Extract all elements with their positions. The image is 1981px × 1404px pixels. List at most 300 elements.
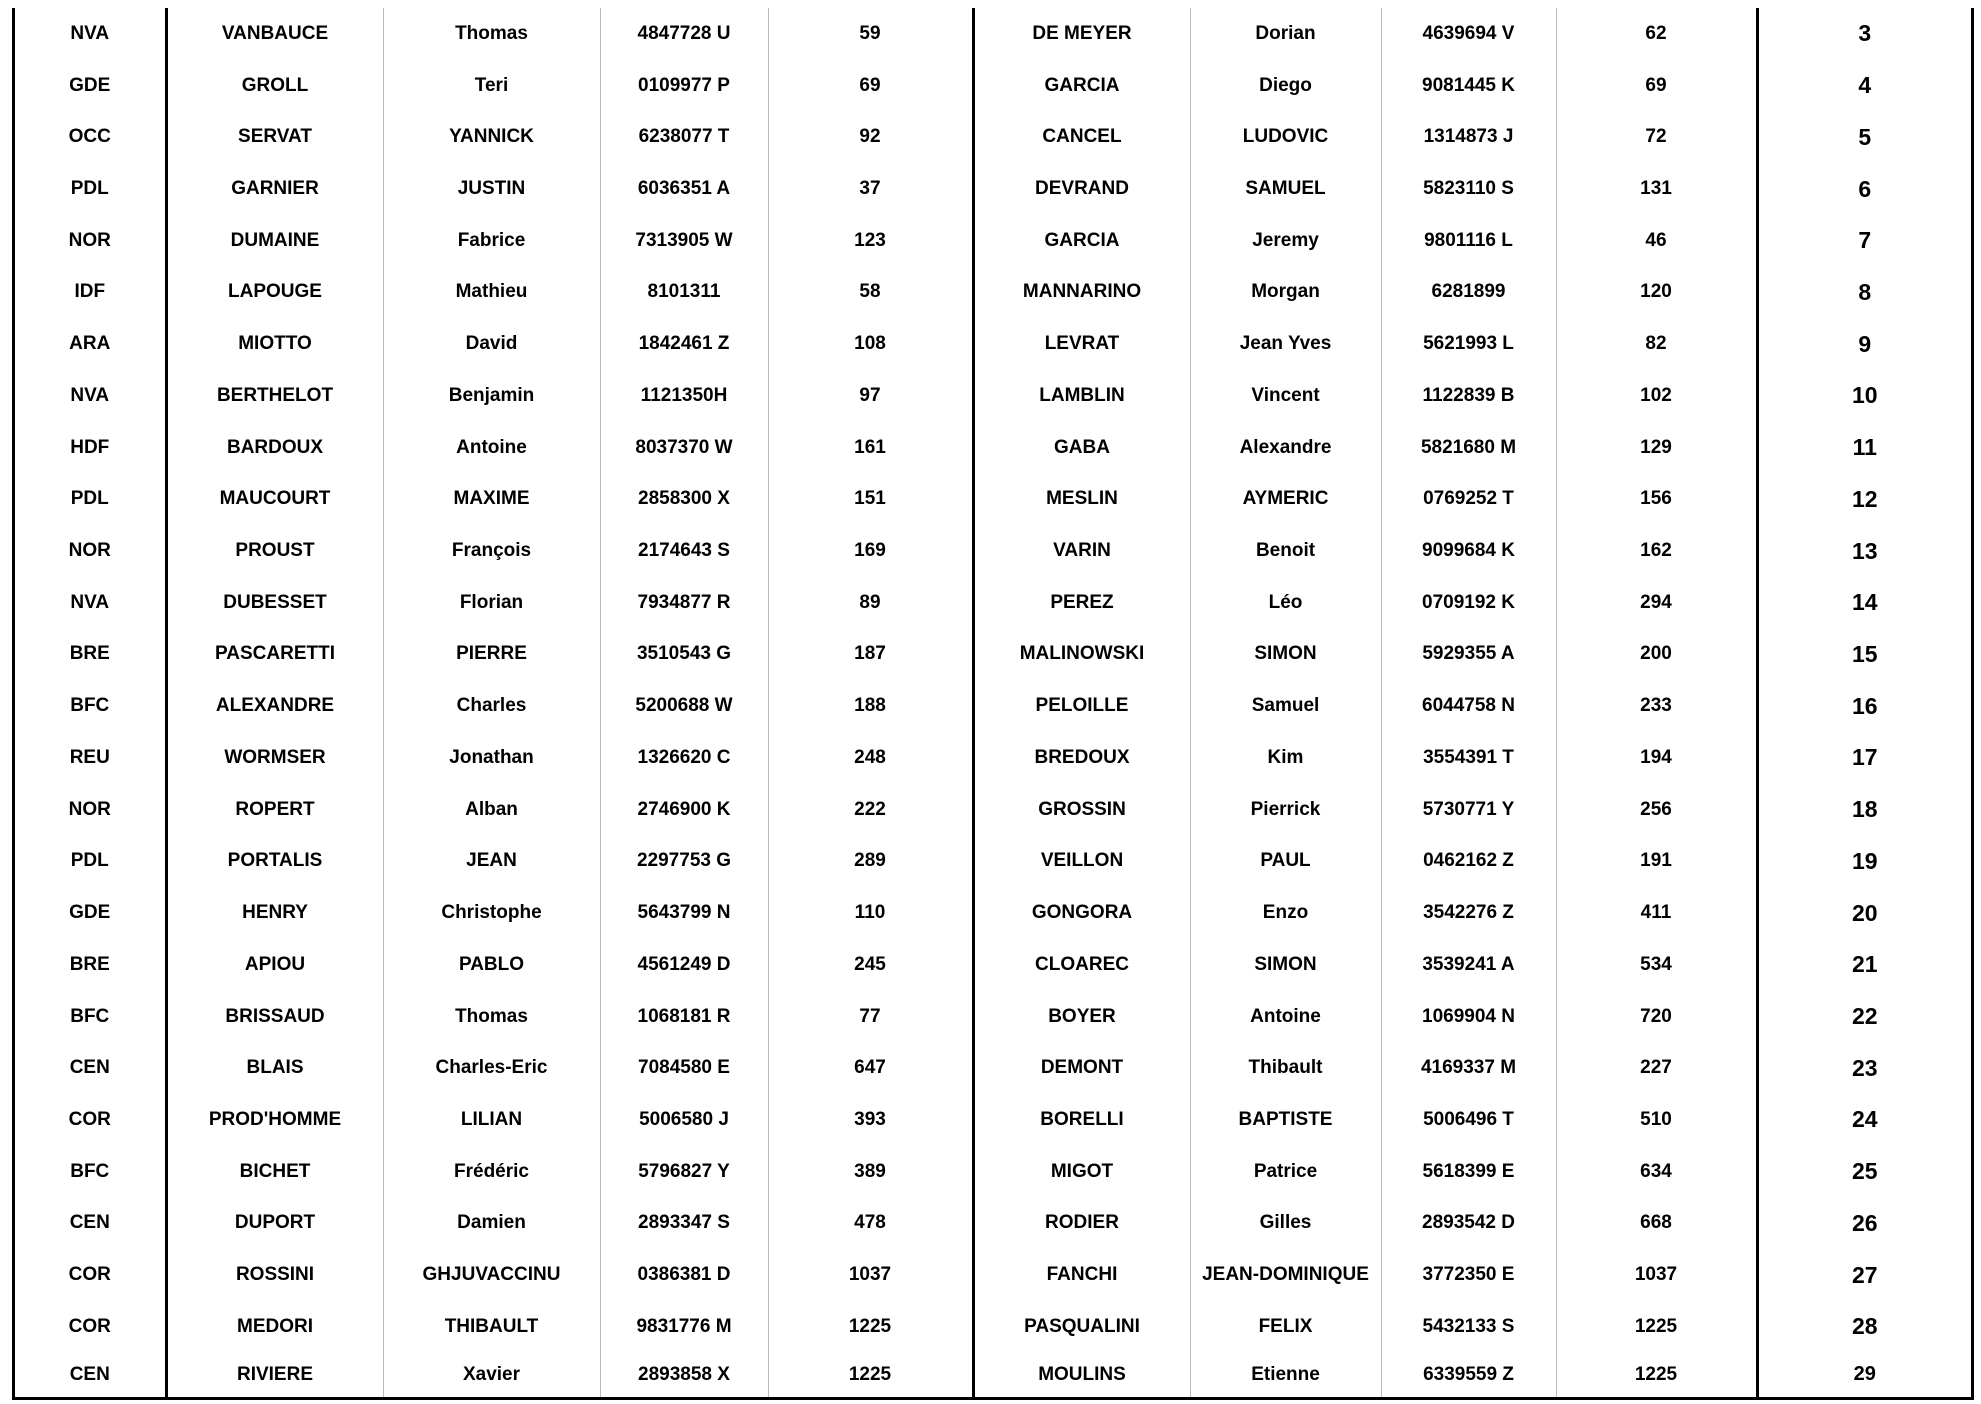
- license-a-cell: 8037370 W: [600, 422, 768, 474]
- rank-b-cell: 102: [1556, 370, 1757, 422]
- region-a-cell: NVA: [70, 22, 110, 44]
- firstname-b-cell: Morgan: [1190, 267, 1381, 319]
- match-number-cell: 23: [1757, 1042, 1971, 1094]
- match-number-cell: 20: [1757, 887, 1971, 939]
- license-b-cell: 5618399 E: [1381, 1146, 1556, 1198]
- license-b-cell: 6339559 Z: [1381, 1353, 1556, 1397]
- license-a-cell: 7934877 R: [600, 577, 768, 629]
- table-row: [15, 422, 1971, 474]
- match-number-cell: 12: [1757, 473, 1971, 525]
- lastname-a-cell: BERTHELOT: [166, 370, 383, 422]
- lastname-a-cell: ROPERT: [166, 784, 383, 836]
- region-a-cell: COR: [68, 1315, 111, 1337]
- lastname-b-cell: MIGOT: [973, 1146, 1190, 1198]
- lastname-b-cell: PASQUALINI: [973, 1301, 1190, 1353]
- rank-b-cell: 1037: [1556, 1249, 1757, 1301]
- lastname-a-cell: SERVAT: [166, 111, 383, 163]
- lastname-a-cell: PROD'HOMME: [166, 1094, 383, 1146]
- rank-b-cell: 129: [1556, 422, 1757, 474]
- match-number-cell: 11: [1757, 422, 1971, 474]
- lastname-a-cell: VANBAUCE: [166, 8, 383, 60]
- rank-b-cell: 46: [1556, 215, 1757, 267]
- license-b-cell: 0462162 Z: [1381, 836, 1556, 888]
- rank-a-cell: 222: [768, 784, 973, 836]
- match-number-cell: 3: [1757, 8, 1971, 60]
- rank-a-cell: 188: [768, 680, 973, 732]
- rank-b-cell: 162: [1556, 525, 1757, 577]
- firstname-a-cell: Alban: [383, 784, 600, 836]
- firstname-a-cell: GHJUVACCINU: [383, 1249, 600, 1301]
- lastname-a-cell: MIOTTO: [166, 318, 383, 370]
- license-b-cell: 3554391 T: [1381, 732, 1556, 784]
- rank-a-cell: 248: [768, 732, 973, 784]
- firstname-b-cell: Antoine: [1190, 991, 1381, 1043]
- region-a-cell: CEN: [69, 1212, 110, 1234]
- lastname-a-cell: BRISSAUD: [166, 991, 383, 1043]
- match-number-cell: 5: [1757, 111, 1971, 163]
- lastname-b-cell: GROSSIN: [973, 784, 1190, 836]
- region-a-cell: BFC: [70, 695, 110, 717]
- rank-b-cell: 227: [1556, 1042, 1757, 1094]
- firstname-b-cell: Kim: [1190, 732, 1381, 784]
- match-number-cell: 10: [1757, 370, 1971, 422]
- rank-a-cell: 169: [768, 525, 973, 577]
- region-a-cell: PDL: [70, 850, 109, 872]
- table-row: [15, 991, 1971, 1043]
- firstname-a-cell: PABLO: [383, 939, 600, 991]
- region-a-cell: PDL: [70, 178, 109, 200]
- license-b-cell: 6044758 N: [1381, 680, 1556, 732]
- lastname-b-cell: PEREZ: [973, 577, 1190, 629]
- table-body: [15, 8, 1971, 1397]
- match-number-cell: 27: [1757, 1249, 1971, 1301]
- rank-b-cell: 131: [1556, 163, 1757, 215]
- table-row: [15, 111, 1971, 163]
- firstname-b-cell: PAUL: [1190, 836, 1381, 888]
- rank-b-cell: 194: [1556, 732, 1757, 784]
- firstname-b-cell: Enzo: [1190, 887, 1381, 939]
- license-b-cell: 6281899: [1381, 267, 1556, 319]
- lastname-a-cell: ROSSINI: [166, 1249, 383, 1301]
- license-b-cell: 1069904 N: [1381, 991, 1556, 1043]
- license-a-cell: 2297753 G: [600, 836, 768, 888]
- rank-a-cell: 69: [768, 60, 973, 112]
- region-a-cell: CEN: [69, 1363, 110, 1385]
- firstname-b-cell: Jean Yves: [1190, 318, 1381, 370]
- license-a-cell: 5643799 N: [600, 887, 768, 939]
- match-number-cell: 4: [1757, 60, 1971, 112]
- license-b-cell: 3542276 Z: [1381, 887, 1556, 939]
- firstname-a-cell: Christophe: [383, 887, 600, 939]
- rank-a-cell: 187: [768, 629, 973, 681]
- table-row: [15, 267, 1971, 319]
- lastname-b-cell: GONGORA: [973, 887, 1190, 939]
- firstname-a-cell: PIERRE: [383, 629, 600, 681]
- table-row: [15, 887, 1971, 939]
- firstname-a-cell: François: [383, 525, 600, 577]
- firstname-b-cell: Benoit: [1190, 525, 1381, 577]
- lastname-b-cell: MANNARINO: [973, 267, 1190, 319]
- rank-a-cell: 110: [768, 887, 973, 939]
- firstname-a-cell: Jonathan: [383, 732, 600, 784]
- license-a-cell: 0109977 P: [600, 60, 768, 112]
- region-a-cell: NOR: [68, 798, 111, 820]
- firstname-b-cell: FELIX: [1190, 1301, 1381, 1353]
- region-a-cell: BRE: [69, 643, 110, 665]
- rank-a-cell: 97: [768, 370, 973, 422]
- lastname-a-cell: APIOU: [166, 939, 383, 991]
- license-b-cell: 9081445 K: [1381, 60, 1556, 112]
- table-row: [15, 525, 1971, 577]
- firstname-a-cell: Thomas: [383, 991, 600, 1043]
- license-a-cell: 2746900 K: [600, 784, 768, 836]
- lastname-b-cell: GABA: [973, 422, 1190, 474]
- license-b-cell: 0709192 K: [1381, 577, 1556, 629]
- firstname-b-cell: SIMON: [1190, 629, 1381, 681]
- table-row: [15, 1301, 1971, 1353]
- firstname-a-cell: Teri: [383, 60, 600, 112]
- rank-b-cell: 634: [1556, 1146, 1757, 1198]
- lastname-b-cell: MALINOWSKI: [973, 629, 1190, 681]
- license-b-cell: 0769252 T: [1381, 473, 1556, 525]
- lastname-b-cell: GARCIA: [973, 215, 1190, 267]
- match-number-cell: 16: [1757, 680, 1971, 732]
- firstname-b-cell: Diego: [1190, 60, 1381, 112]
- license-a-cell: 2174643 S: [600, 525, 768, 577]
- rank-a-cell: 389: [768, 1146, 973, 1198]
- rank-b-cell: 233: [1556, 680, 1757, 732]
- lastname-b-cell: PELOILLE: [973, 680, 1190, 732]
- firstname-a-cell: Florian: [383, 577, 600, 629]
- firstname-a-cell: Xavier: [383, 1353, 600, 1397]
- region-a-cell: BRE: [69, 953, 110, 975]
- rank-a-cell: 161: [768, 422, 973, 474]
- license-b-cell: 5929355 A: [1381, 629, 1556, 681]
- license-b-cell: 5432133 S: [1381, 1301, 1556, 1353]
- license-a-cell: 4847728 U: [600, 8, 768, 60]
- rank-a-cell: 89: [768, 577, 973, 629]
- table-row: [15, 215, 1971, 267]
- region-a-cell: PDL: [70, 488, 109, 510]
- lastname-b-cell: FANCHI: [973, 1249, 1190, 1301]
- match-number-cell: 8: [1757, 267, 1971, 319]
- match-number-cell: 17: [1757, 732, 1971, 784]
- license-a-cell: 3510543 G: [600, 629, 768, 681]
- license-a-cell: 7084580 E: [600, 1042, 768, 1094]
- license-b-cell: 9801116 L: [1381, 215, 1556, 267]
- license-a-cell: 0386381 D: [600, 1249, 768, 1301]
- firstname-a-cell: Charles: [383, 680, 600, 732]
- lastname-b-cell: BREDOUX: [973, 732, 1190, 784]
- firstname-b-cell: Etienne: [1190, 1353, 1381, 1397]
- license-b-cell: 5821680 M: [1381, 422, 1556, 474]
- lastname-b-cell: VEILLON: [973, 836, 1190, 888]
- lastname-a-cell: PROUST: [166, 525, 383, 577]
- firstname-a-cell: MAXIME: [383, 473, 600, 525]
- results-sheet: [12, 8, 1974, 1400]
- license-a-cell: 5796827 Y: [600, 1146, 768, 1198]
- rank-a-cell: 123: [768, 215, 973, 267]
- firstname-a-cell: Mathieu: [383, 267, 600, 319]
- license-a-cell: 1068181 R: [600, 991, 768, 1043]
- region-a-cell: NOR: [68, 229, 111, 251]
- license-a-cell: 8101311: [600, 267, 768, 319]
- license-b-cell: 9099684 K: [1381, 525, 1556, 577]
- firstname-a-cell: Charles-Eric: [383, 1042, 600, 1094]
- license-a-cell: 1121350H: [600, 370, 768, 422]
- firstname-a-cell: JUSTIN: [383, 163, 600, 215]
- lastname-a-cell: MEDORI: [166, 1301, 383, 1353]
- firstname-b-cell: Pierrick: [1190, 784, 1381, 836]
- firstname-b-cell: Jeremy: [1190, 215, 1381, 267]
- firstname-a-cell: Benjamin: [383, 370, 600, 422]
- region-a-cell: HDF: [70, 436, 110, 458]
- region-a-cell: IDF: [74, 281, 106, 303]
- lastname-a-cell: DUBESSET: [166, 577, 383, 629]
- region-a-cell: COR: [68, 1264, 111, 1286]
- match-number-cell: 6: [1757, 163, 1971, 215]
- lastname-a-cell: DUPORT: [166, 1198, 383, 1250]
- lastname-b-cell: BORELLI: [973, 1094, 1190, 1146]
- firstname-b-cell: Thibault: [1190, 1042, 1381, 1094]
- rank-b-cell: 191: [1556, 836, 1757, 888]
- lastname-b-cell: MESLIN: [973, 473, 1190, 525]
- firstname-b-cell: Alexandre: [1190, 422, 1381, 474]
- lastname-a-cell: ALEXANDRE: [166, 680, 383, 732]
- license-a-cell: 1842461 Z: [600, 318, 768, 370]
- firstname-a-cell: Thomas: [383, 8, 600, 60]
- license-a-cell: 2893858 X: [600, 1353, 768, 1397]
- rank-a-cell: 77: [768, 991, 973, 1043]
- firstname-a-cell: Damien: [383, 1198, 600, 1250]
- rank-b-cell: 1225: [1556, 1353, 1757, 1397]
- firstname-b-cell: Léo: [1190, 577, 1381, 629]
- license-b-cell: 3772350 E: [1381, 1249, 1556, 1301]
- region-a-cell: ARA: [69, 333, 111, 355]
- table-row: [15, 1249, 1971, 1301]
- license-a-cell: 4561249 D: [600, 939, 768, 991]
- firstname-a-cell: Fabrice: [383, 215, 600, 267]
- table-row: [15, 732, 1971, 784]
- lastname-b-cell: MOULINS: [973, 1353, 1190, 1397]
- rank-a-cell: 1037: [768, 1249, 973, 1301]
- region-a-cell: BFC: [70, 1160, 110, 1182]
- match-number-cell: 24: [1757, 1094, 1971, 1146]
- firstname-b-cell: SAMUEL: [1190, 163, 1381, 215]
- table-row: [15, 163, 1971, 215]
- lastname-a-cell: LAPOUGE: [166, 267, 383, 319]
- firstname-b-cell: Dorian: [1190, 8, 1381, 60]
- match-number-cell: 9: [1757, 318, 1971, 370]
- table-row: [15, 1353, 1971, 1397]
- table-row: [15, 577, 1971, 629]
- firstname-a-cell: Antoine: [383, 422, 600, 474]
- license-a-cell: 9831776 M: [600, 1301, 768, 1353]
- rank-a-cell: 245: [768, 939, 973, 991]
- table-row: [15, 629, 1971, 681]
- region-a-cell: GDE: [69, 74, 111, 96]
- match-number-cell: 18: [1757, 784, 1971, 836]
- lastname-a-cell: PORTALIS: [166, 836, 383, 888]
- region-a-cell: NVA: [70, 591, 110, 613]
- firstname-a-cell: YANNICK: [383, 111, 600, 163]
- rank-a-cell: 92: [768, 111, 973, 163]
- rank-b-cell: 534: [1556, 939, 1757, 991]
- rank-b-cell: 256: [1556, 784, 1757, 836]
- firstname-b-cell: BAPTISTE: [1190, 1094, 1381, 1146]
- rank-b-cell: 62: [1556, 8, 1757, 60]
- lastname-b-cell: BOYER: [973, 991, 1190, 1043]
- license-a-cell: 1326620 C: [600, 732, 768, 784]
- match-number-cell: 13: [1757, 525, 1971, 577]
- license-a-cell: 6036351 A: [600, 163, 768, 215]
- region-a-cell: NOR: [68, 540, 111, 562]
- table-row: [15, 1198, 1971, 1250]
- lastname-b-cell: VARIN: [973, 525, 1190, 577]
- rank-b-cell: 510: [1556, 1094, 1757, 1146]
- license-b-cell: 1122839 B: [1381, 370, 1556, 422]
- table-row: [15, 680, 1971, 732]
- table-row: [15, 370, 1971, 422]
- rank-b-cell: 668: [1556, 1198, 1757, 1250]
- lastname-b-cell: RODIER: [973, 1198, 1190, 1250]
- firstname-b-cell: Samuel: [1190, 680, 1381, 732]
- table-row: [15, 473, 1971, 525]
- firstname-b-cell: JEAN-DOMINIQUE: [1190, 1249, 1381, 1301]
- match-number-cell: 26: [1757, 1198, 1971, 1250]
- rank-b-cell: 72: [1556, 111, 1757, 163]
- region-a-cell: CEN: [69, 1057, 110, 1079]
- license-a-cell: 2858300 X: [600, 473, 768, 525]
- lastname-b-cell: LAMBLIN: [973, 370, 1190, 422]
- lastname-a-cell: GROLL: [166, 60, 383, 112]
- match-number-cell: 25: [1757, 1146, 1971, 1198]
- rank-b-cell: 720: [1556, 991, 1757, 1043]
- lastname-a-cell: DUMAINE: [166, 215, 383, 267]
- lastname-a-cell: BARDOUX: [166, 422, 383, 474]
- license-b-cell: 5730771 Y: [1381, 784, 1556, 836]
- firstname-a-cell: David: [383, 318, 600, 370]
- license-b-cell: 5006496 T: [1381, 1094, 1556, 1146]
- rank-b-cell: 1225: [1556, 1301, 1757, 1353]
- rank-a-cell: 1225: [768, 1301, 973, 1353]
- lastname-a-cell: MAUCOURT: [166, 473, 383, 525]
- rank-b-cell: 156: [1556, 473, 1757, 525]
- table-row: [15, 318, 1971, 370]
- firstname-b-cell: AYMERIC: [1190, 473, 1381, 525]
- lastname-a-cell: RIVIERE: [166, 1353, 383, 1397]
- table-row: [15, 836, 1971, 888]
- table-row: [15, 939, 1971, 991]
- rank-b-cell: 120: [1556, 267, 1757, 319]
- table-row: [15, 1042, 1971, 1094]
- region-a-cell: REU: [69, 746, 110, 768]
- rank-b-cell: 411: [1556, 887, 1757, 939]
- region-a-cell: BFC: [70, 1005, 110, 1027]
- table-row: [15, 8, 1971, 60]
- rank-a-cell: 58: [768, 267, 973, 319]
- table-row: [15, 1146, 1971, 1198]
- rank-b-cell: 69: [1556, 60, 1757, 112]
- lastname-a-cell: PASCARETTI: [166, 629, 383, 681]
- match-number-cell: 19: [1757, 836, 1971, 888]
- license-b-cell: 2893542 D: [1381, 1198, 1556, 1250]
- table-row: [15, 1094, 1971, 1146]
- region-a-cell: OCC: [68, 126, 111, 148]
- rank-a-cell: 478: [768, 1198, 973, 1250]
- firstname-b-cell: Gilles: [1190, 1198, 1381, 1250]
- match-number-cell: 14: [1757, 577, 1971, 629]
- license-a-cell: 6238077 T: [600, 111, 768, 163]
- match-number-cell: 22: [1757, 991, 1971, 1043]
- license-b-cell: 5621993 L: [1381, 318, 1556, 370]
- lastname-b-cell: DE MEYER: [973, 8, 1190, 60]
- license-b-cell: 4639694 V: [1381, 8, 1556, 60]
- lastname-a-cell: BLAIS: [166, 1042, 383, 1094]
- firstname-a-cell: THIBAULT: [383, 1301, 600, 1353]
- lastname-a-cell: BICHET: [166, 1146, 383, 1198]
- license-a-cell: 5006580 J: [600, 1094, 768, 1146]
- rank-a-cell: 151: [768, 473, 973, 525]
- firstname-b-cell: Patrice: [1190, 1146, 1381, 1198]
- lastname-b-cell: DEMONT: [973, 1042, 1190, 1094]
- rank-b-cell: 294: [1556, 577, 1757, 629]
- rank-a-cell: 647: [768, 1042, 973, 1094]
- match-number-cell: 28: [1757, 1301, 1971, 1353]
- lastname-b-cell: LEVRAT: [973, 318, 1190, 370]
- firstname-b-cell: SIMON: [1190, 939, 1381, 991]
- lastname-a-cell: HENRY: [166, 887, 383, 939]
- rank-b-cell: 82: [1556, 318, 1757, 370]
- license-b-cell: 3539241 A: [1381, 939, 1556, 991]
- license-a-cell: 5200688 W: [600, 680, 768, 732]
- region-a-cell: COR: [68, 1108, 111, 1130]
- firstname-b-cell: Vincent: [1190, 370, 1381, 422]
- rank-a-cell: 108: [768, 318, 973, 370]
- pairings-table: [15, 8, 1971, 1397]
- license-b-cell: 4169337 M: [1381, 1042, 1556, 1094]
- match-number-cell: 29: [1757, 1353, 1971, 1397]
- region-a-cell: GDE: [69, 902, 111, 924]
- lastname-a-cell: GARNIER: [166, 163, 383, 215]
- match-number-cell: 15: [1757, 629, 1971, 681]
- firstname-a-cell: LILIAN: [383, 1094, 600, 1146]
- license-b-cell: 1314873 J: [1381, 111, 1556, 163]
- rank-a-cell: 393: [768, 1094, 973, 1146]
- lastname-b-cell: CANCEL: [973, 111, 1190, 163]
- license-a-cell: 2893347 S: [600, 1198, 768, 1250]
- rank-a-cell: 37: [768, 163, 973, 215]
- firstname-a-cell: JEAN: [383, 836, 600, 888]
- table-row: [15, 60, 1971, 112]
- firstname-b-cell: LUDOVIC: [1190, 111, 1381, 163]
- match-number-cell: 7: [1757, 215, 1971, 267]
- table-row: [15, 784, 1971, 836]
- license-a-cell: 7313905 W: [600, 215, 768, 267]
- license-b-cell: 5823110 S: [1381, 163, 1556, 215]
- rank-a-cell: 1225: [768, 1353, 973, 1397]
- lastname-b-cell: DEVRAND: [973, 163, 1190, 215]
- lastname-a-cell: WORMSER: [166, 732, 383, 784]
- rank-a-cell: 289: [768, 836, 973, 888]
- lastname-b-cell: GARCIA: [973, 60, 1190, 112]
- lastname-b-cell: CLOAREC: [973, 939, 1190, 991]
- rank-b-cell: 200: [1556, 629, 1757, 681]
- region-a-cell: NVA: [70, 384, 110, 406]
- rank-a-cell: 59: [768, 8, 973, 60]
- match-number-cell: 21: [1757, 939, 1971, 991]
- firstname-a-cell: Frédéric: [383, 1146, 600, 1198]
